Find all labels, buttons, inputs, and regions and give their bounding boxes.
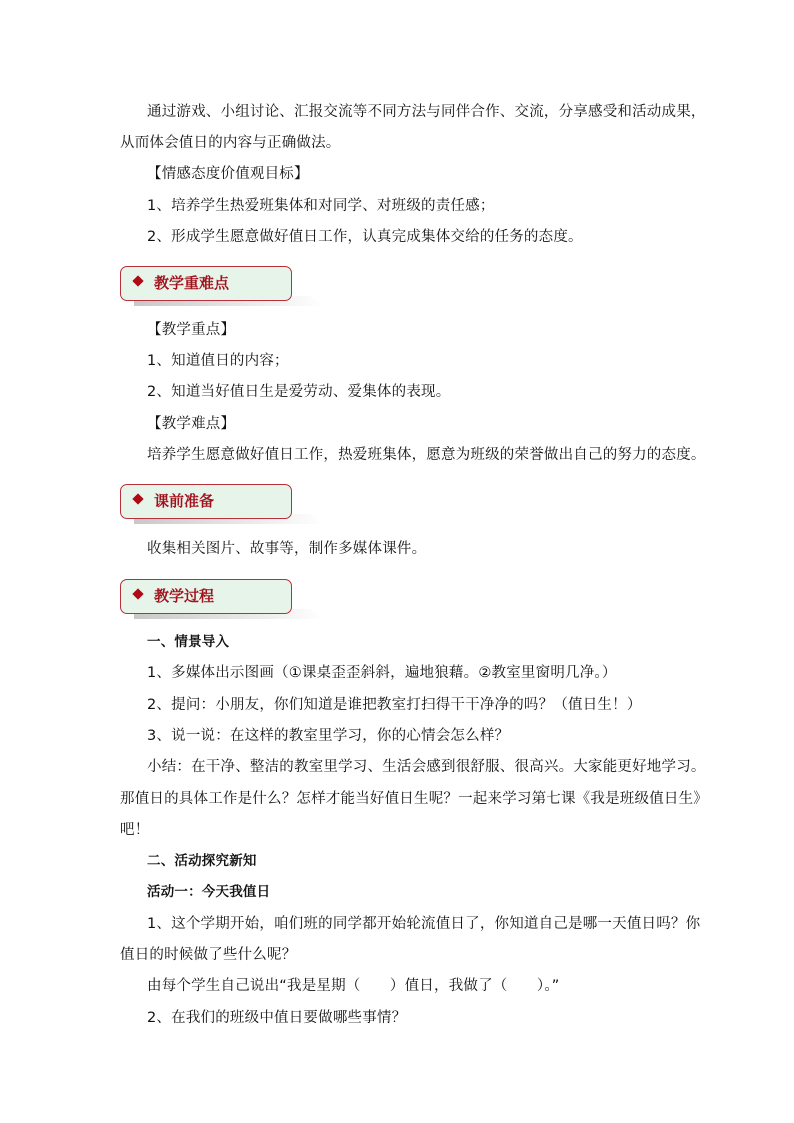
focus-item-1: 1、知道值日的内容； (147, 353, 289, 369)
difficulty-heading: 【教学难点】 (147, 416, 236, 432)
attitude-goal-heading: 【情感态度价值观目标】 (147, 166, 309, 182)
goal-item-1: 1、培养学生热爱班集体和对同学、对班级的责任感； (147, 198, 495, 214)
summary-line1: 小结：在干净、整洁的教室里学习、生活会感到很舒服、很高兴。大家能更好地学习。 (147, 759, 706, 775)
section-title: 教学重难点 (154, 274, 230, 292)
preparation-text: 收集相关图片、故事等，制作多媒体课件。 (147, 541, 427, 557)
activity1-prompt: 由每个学生自己说出“我是星期（ ）值日，我做了（ ）。” (147, 978, 560, 994)
focus-heading: 【教学重点】 (147, 322, 236, 338)
step-1: 1、多媒体出示图画（①课桌歪歪斜斜，遍地狼藉。②教室里窗明几净。） (147, 665, 617, 681)
section-title: 课前准备 (154, 492, 215, 510)
activity1-question1-line1: 1、这个学期开始，咱们班的同学都开始轮流值日了，你知道自己是哪一天值日吗？你 (147, 916, 701, 932)
summary-line3: 吧！ (120, 822, 150, 838)
section-banner-process (120, 579, 294, 615)
section-banner-preparation (120, 484, 294, 520)
activity1-heading: 活动一：今天我值日 (147, 884, 271, 900)
activity1-question1-line2: 值日的时候做了些什么呢？ (120, 947, 297, 963)
activity1-question2: 2、在我们的班级中值日要做哪些事情？ (147, 1010, 407, 1026)
section-banner-key-points (120, 266, 294, 302)
intro-paragraph-line1: 通过游戏、小组讨论、汇报交流等不同方法与同伴合作、交流，分享感受和活动成果， (147, 104, 706, 120)
focus-item-2: 2、知道当好值日生是爱劳动、爱集体的表现。 (147, 384, 451, 400)
part1-heading: 一、情景导入 (147, 634, 230, 650)
step-3: 3、说一说：在这样的教室里学习，你的心情会怎么样？ (147, 728, 510, 744)
difficulty-text: 培养学生愿意做好值日工作，热爱班集体，愿意为班级的荣誉做出自己的努力的态度。 (147, 447, 706, 463)
step-2: 2、提问：小朋友，你们知道是谁把教室打扫得干干净净的吗？（值日生！） (147, 697, 642, 713)
part2-heading: 二、活动探究新知 (147, 853, 257, 869)
goal-item-2: 2、形成学生愿意做好值日工作，认真完成集体交给的任务的态度。 (147, 229, 583, 245)
intro-paragraph-line2: 从而体会值日的内容与正确做法。 (120, 135, 341, 151)
section-title: 教学过程 (154, 587, 215, 605)
summary-line2: 那值日的具体工作是什么？怎样才能当好值日生呢？一起来学习第七课《我是班级值日生》 (120, 791, 708, 807)
